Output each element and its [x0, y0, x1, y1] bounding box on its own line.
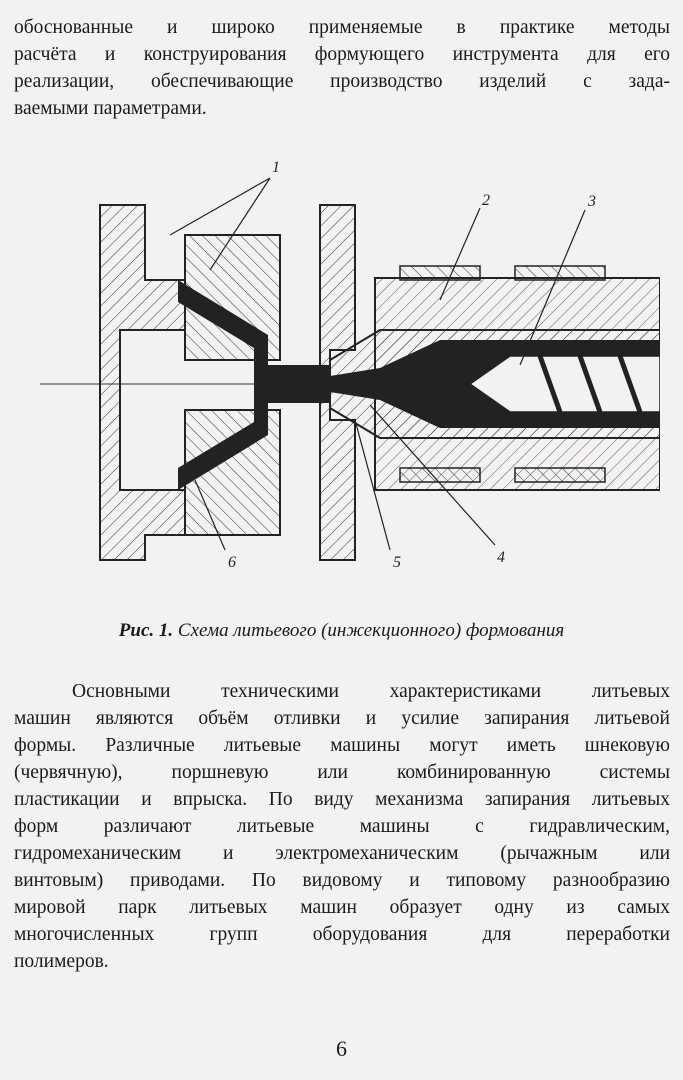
label-3: 3	[588, 193, 596, 210]
figure-caption	[0, 620, 683, 642]
text-line: ваемыми параметрами.	[14, 98, 207, 119]
main-paragraph	[14, 678, 670, 975]
label-1: 1	[272, 159, 280, 176]
text-line: обоснованные и широко применяемые в практике методы	[14, 17, 670, 38]
text-line: расчёта и конструирования формующего инструмента для его	[14, 44, 670, 65]
top-paragraph	[14, 14, 670, 122]
text-line: мировой парк литьевых машин образует одну из самых	[14, 897, 670, 918]
label-4: 4	[497, 549, 505, 566]
heater-band	[515, 468, 605, 482]
text-line: реализации, обеспечивающие производство изделий с зада-	[14, 71, 670, 92]
left-mold-half	[100, 205, 185, 560]
text-line: (червячную), поршневую или комбинированную системы	[14, 762, 670, 783]
text-line: Основными техническими характеристиками литьевых	[72, 681, 670, 702]
text-line: машин являются объём отливки и усилие запирания литьевой	[14, 708, 670, 729]
injection-molding-diagram	[40, 150, 660, 595]
label-2: 2	[482, 192, 490, 209]
text-line: гидромеханическим и электромеханическим (рычажным или	[14, 843, 670, 864]
heater-band	[400, 266, 480, 280]
text-line: полимеров.	[14, 951, 109, 972]
caption-text: Схема литьевого (инжекционного) формования	[177, 620, 565, 641]
text-line: винтовым) приводами. По видовому и типовому разнообразию	[14, 870, 670, 891]
label-5: 5	[393, 554, 401, 571]
text-line: форм различают литьевые машины с гидравлическим,	[14, 816, 670, 837]
caption-number: Рис. 1.	[118, 620, 174, 641]
text-line: формы. Различные литьевые машины могут иметь шнековую	[14, 735, 670, 756]
label-6: 6	[228, 554, 236, 571]
text-line: многочисленных групп оборудования для переработки	[14, 924, 670, 945]
page-number: 6	[336, 1036, 347, 1061]
text-line: пластикации и впрыска. По виду механизма запирания литьевых	[14, 789, 670, 810]
heater-band	[400, 468, 480, 482]
